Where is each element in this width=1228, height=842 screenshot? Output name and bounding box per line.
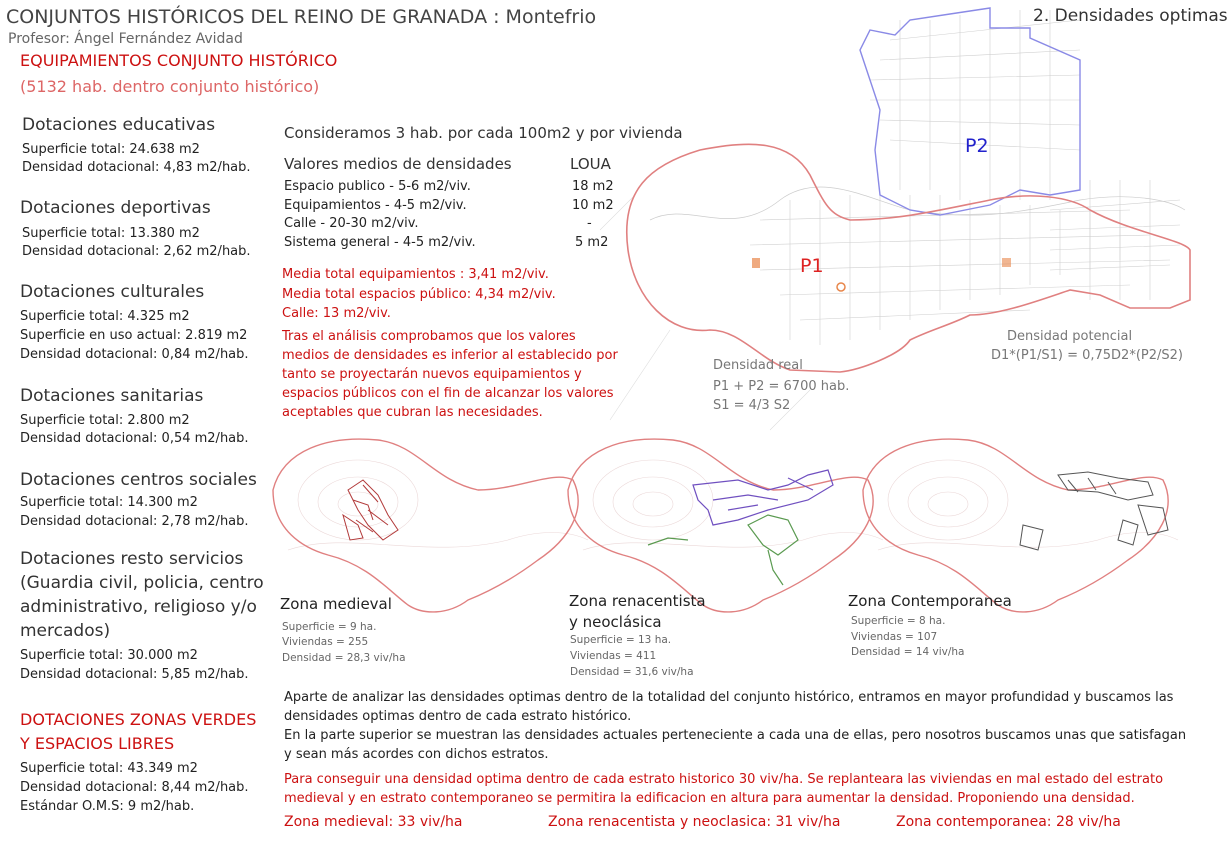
densidad-potencial-label: Densidad potencial <box>1007 329 1133 344</box>
densidad-row-loua: 10 m2 <box>572 198 614 213</box>
zonas-verdes-line: Densidad dotacional: 8,44 m2/hab. <box>20 780 249 795</box>
dotacion-title: mercados) <box>20 621 111 641</box>
bottom-paragraph-line: En la parte superior se muestran las densidades actuales perteneciente a cada una de ellas, pero nosotros buscamos unas que satisfagan <box>284 728 1187 743</box>
page-title: CONJUNTOS HISTÓRICOS DEL REINO DE GRANADA : Montefrio <box>6 6 597 28</box>
dotacion-line: Superficie total: 30.000 m2 <box>20 648 198 663</box>
zonas-verdes-title: Y ESPACIOS LIBRES <box>20 734 175 753</box>
densidad-assumption: Consideramos 3 hab. por cada 100m2 y por vivienda <box>284 124 683 142</box>
dotacion-line: Densidad dotacional: 2,62 m2/hab. <box>22 244 251 259</box>
dotacion-title: Dotaciones resto servicios <box>20 549 244 569</box>
zona-line: Densidad = 14 viv/ha <box>851 646 965 658</box>
professor-name: Profesor: Ángel Fernández Avidad <box>8 31 243 47</box>
zona-line: Superficie = 9 ha. <box>282 621 377 633</box>
zona-contemporanea-outline <box>863 439 1168 612</box>
dotacion-line: Superficie total: 2.800 m2 <box>20 413 190 428</box>
dotacion-title: Dotaciones educativas <box>22 115 216 135</box>
bottom-red-line: medieval y en estrato contemporaneo se permitira la edificacion en altura para aumentar la densidad. Proponiendo una densidad. <box>284 791 1135 806</box>
zona-line: Densidad = 31,6 viv/ha <box>570 666 694 678</box>
renacentista-buildings <box>693 470 833 525</box>
p2-outline <box>860 8 1080 215</box>
dotacion-line: Superficie total: 13.380 m2 <box>22 226 200 241</box>
dotacion-title: Dotaciones deportivas <box>20 198 211 218</box>
densidad-potencial-formula: D1*(P1/S1) = 0,75D2*(P2/S2) <box>991 348 1183 363</box>
contemporanea-buildings <box>1020 472 1168 550</box>
dotacion-line: Densidad dotacional: 2,78 m2/hab. <box>20 514 249 529</box>
densidad-row-loua: 18 m2 <box>572 179 614 194</box>
analysis-line: Tras el análisis comprobamos que los valores <box>282 329 576 344</box>
densidad-row-label: Calle - 20-30 m2/viv. <box>284 216 419 231</box>
zona-line: Viviendas = 255 <box>282 636 369 648</box>
dotacion-line: Superficie total: 14.300 m2 <box>20 495 198 510</box>
densidad-row-loua: 5 m2 <box>575 235 609 250</box>
densidad-row-label: Sistema general - 4-5 m2/viv. <box>284 235 476 250</box>
zona-title: y neoclásica <box>569 613 662 631</box>
dotacion-line: Superficie total: 24.638 m2 <box>22 142 200 157</box>
densidades-column-title: Valores medios de densidades <box>284 155 512 173</box>
dotacion-title: Dotaciones centros sociales <box>20 470 257 490</box>
target-density: Zona medieval: 33 viv/ha <box>284 814 463 830</box>
media-line: Calle: 13 m2/viv. <box>282 306 391 321</box>
densidad-real-line: P1 + P2 = 6700 hab. <box>713 379 850 394</box>
dotacion-title: administrativo, religioso y/o <box>20 597 257 617</box>
zona-title: Zona Contemporanea <box>848 592 1012 610</box>
zona-title: Zona renacentista <box>569 592 706 610</box>
densidad-row-label: Equipamientos - 4-5 m2/viv. <box>284 198 467 213</box>
media-line: Media total equipamientos : 3,41 m2/viv. <box>282 267 549 282</box>
zonas-verdes-line: Superficie total: 43.349 m2 <box>20 761 198 776</box>
densidad-real-label: Densidad real <box>713 358 803 373</box>
zona-medieval-outline <box>273 439 578 612</box>
densidad-row-label: Espacio publico - 5-6 m2/viv. <box>284 179 471 194</box>
zona-line: Viviendas = 107 <box>851 631 938 643</box>
dotacion-line: Densidad dotacional: 5,85 m2/hab. <box>20 667 249 682</box>
contour-lines <box>288 460 1178 550</box>
dotacion-line: Superficie en uso actual: 2.819 m2 <box>20 328 248 343</box>
densidad-real-line: S1 = 4/3 S2 <box>713 398 791 413</box>
zonas-verdes-line: Estándar O.M.S: 9 m2/hab. <box>20 799 195 814</box>
dotacion-title: Dotaciones culturales <box>20 282 205 302</box>
neoclasica-buildings <box>648 515 798 585</box>
zonas-verdes-title: DOTACIONES ZONAS VERDES <box>20 710 257 729</box>
p1-label: P1 <box>800 255 824 277</box>
equipamientos-heading: EQUIPAMIENTOS CONJUNTO HISTÓRICO <box>20 51 338 70</box>
analysis-line: aceptables que cubran las necesidades. <box>282 405 543 420</box>
zona-line: Superficie = 13 ha. <box>570 634 672 646</box>
p2-label: P2 <box>965 135 989 157</box>
equipamientos-subheading: (5132 hab. dentro conjunto histórico) <box>20 77 320 96</box>
bottom-paragraph-line: y sean más acordes con dichos estratos. <box>284 747 549 762</box>
target-density: Zona contemporanea: 28 viv/ha <box>896 814 1121 830</box>
dotacion-title: (Guardia civil, policia, centro <box>20 573 264 593</box>
analysis-line: tanto se proyectarán nuevos equipamientos y <box>282 367 582 382</box>
target-density: Zona renacentista y neoclasica: 31 viv/ha <box>548 814 841 830</box>
bottom-paragraph-line: densidades optimas dentro de cada estrato histórico. <box>284 709 632 724</box>
zona-line: Viviendas = 411 <box>570 650 657 662</box>
analysis-line: medios de densidades es inferior al establecido por <box>282 348 618 363</box>
densidad-row-loua: - <box>587 216 592 231</box>
dotacion-line: Superficie total: 4.325 m2 <box>20 309 190 324</box>
dotacion-line: Densidad dotacional: 4,83 m2/hab. <box>22 160 251 175</box>
dotacion-line: Densidad dotacional: 0,84 m2/hab. <box>20 347 249 362</box>
zona-line: Densidad = 28,3 viv/ha <box>282 652 406 664</box>
bottom-paragraph-line: Aparte de analizar las densidades optimas dentro de la totalidad del conjunto histórico, entramos en mayor profundidad y buscamos las <box>284 690 1174 705</box>
zona-title: Zona medieval <box>280 595 392 613</box>
zona-line: Superficie = 8 ha. <box>851 615 946 627</box>
dotacion-title: Dotaciones sanitarias <box>20 386 204 406</box>
dotacion-line: Densidad dotacional: 0,54 m2/hab. <box>20 431 249 446</box>
analysis-line: espacios públicos con el fin de alcanzar los valores <box>282 386 614 401</box>
medieval-buildings <box>343 480 398 540</box>
bottom-red-line: Para conseguir una densidad optima dentro de cada estrato historico 30 viv/ha. Se replanteara las viviendas en mal estado del estrato <box>284 772 1164 787</box>
street-grid <box>750 10 1180 345</box>
media-line: Media total espacios público: 4,34 m2/viv. <box>282 287 556 302</box>
zone-maps <box>268 430 1191 620</box>
equipment-marks <box>752 258 1011 291</box>
loua-column-title: LOUA <box>570 155 611 173</box>
section-title: 2. Densidades optimas <box>1033 6 1228 26</box>
zona-renacentista-outline <box>568 439 873 612</box>
town-map <box>610 0 1191 430</box>
